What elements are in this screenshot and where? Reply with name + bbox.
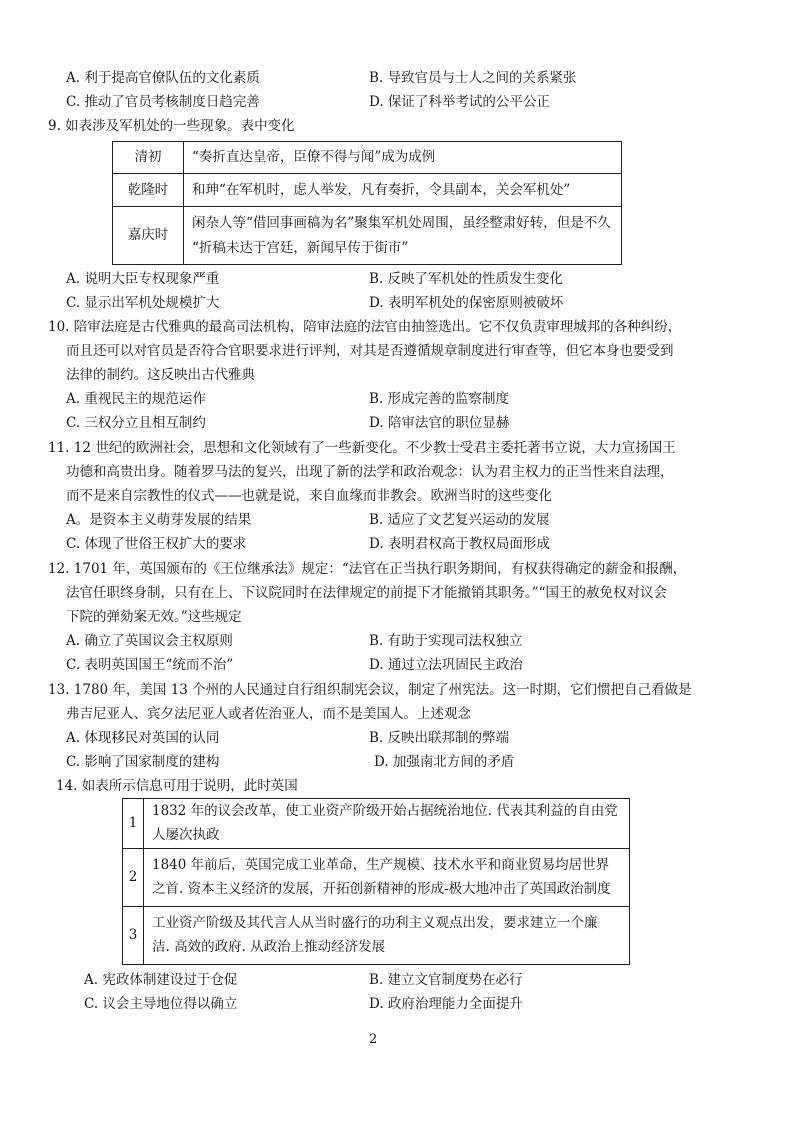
cell-line: “奏折直达皇帝，臣僚不得与闻”成为成例 <box>192 149 436 166</box>
q9-era-cell: 清初 <box>113 142 184 174</box>
cell-line: 人屡次执政 <box>152 826 220 843</box>
q11-option-b: B. 适应了文艺复兴运动的发展 <box>369 512 550 528</box>
q8-option-a: A. 利于提高官僚队伍的文化素质 <box>66 70 260 86</box>
q13-stem-line: 13. 1780 年，美国 13 个州的人民通过自行组织制宪会议，制定了州宪法。这一时期，它们惯把自己看做是 <box>48 682 692 698</box>
table-row <box>113 142 622 174</box>
q9-option-b: B. 反映了军机处的性质发生变化 <box>369 271 564 287</box>
cell-line: 闲杂人等“借回事画稿为名”聚集军机处周围，虽经整肃好转，但是不久 <box>192 215 611 232</box>
q12-option-a: A. 确立了英国议会主权原则 <box>66 633 233 649</box>
q14-num-cell: 3 <box>123 907 144 965</box>
q10-option-c: C. 三权分立且相互制约 <box>66 415 206 431</box>
q14-num-cell: 2 <box>123 849 144 907</box>
q11-stem-line: 功德和高贵出身。随着罗马法的复兴，出现了新的法学和政治观念：认为君主权力的正当性来自法理， <box>66 464 674 480</box>
page-number: 2 <box>369 1032 378 1047</box>
q14-option-d: D. 政府治理能力全面提升 <box>369 996 523 1012</box>
q10-stem-line: 法律的制约。这反映出古代雅典 <box>66 367 255 383</box>
q9-stem: 9. 如表涉及军机处的一些现象。表中变化 <box>48 118 295 134</box>
q9-content-cell <box>184 142 622 174</box>
q14-content-cell <box>144 907 630 965</box>
q9-era-cell: 乾隆时 <box>113 174 184 207</box>
q11-stem-line: 而不是来自宗教性的仪式——也就是说，来自血缘而非教会。欧洲当时的这些变化 <box>66 488 552 504</box>
cell-line: 和珅“在军机时，虑人举发，凡有奏折，令具副本，关会军机处” <box>192 181 571 198</box>
q10-option-b: B. 形成完善的监察制度 <box>369 391 510 407</box>
table-row <box>113 174 622 207</box>
cell-line: 工业资产阶级及其代言人从当时盛行的功利主义观点出发，要求建立一个廉 <box>152 914 598 931</box>
q14-option-b: B. 建立文官制度势在必行 <box>369 972 523 988</box>
q14-table <box>122 798 630 965</box>
q13-option-a: A. 体现移民对英国的认同 <box>66 730 220 746</box>
table-row <box>113 207 622 265</box>
q11-option-a: A。是资本主义萌芽发展的结果 <box>66 512 252 528</box>
q8-option-d: D. 保证了科举考试的公平公正 <box>369 94 550 110</box>
q10-stem-line: 而且还可以对官员是否符合官职要求进行评判，对其是否遵循规章制度进行审查等，但它本身也要受到 <box>66 343 674 359</box>
table-row <box>123 799 630 849</box>
q9-table <box>112 141 622 265</box>
q13-stem-line: 弗吉尼亚人、宾夕法尼亚人或者佐治亚人，而不是美国人。上述观念 <box>66 706 471 722</box>
q10-stem-line: 10. 陪审法庭是古代雅典的最高司法机构，陪审法庭的法官由抽签选出。它不仅负责审理城邦的各种纠纷， <box>48 319 682 335</box>
q12-option-d: D. 通过立法巩固民主政治 <box>369 657 523 673</box>
q11-option-c: C. 体现了世俗王权扩大的要求 <box>66 536 247 552</box>
table-row <box>123 907 630 965</box>
cell-line: “折稿未达于宫廷，新闻早传于街市” <box>192 239 409 256</box>
q9-option-a: A. 说明大臣专权现象严重 <box>66 271 220 287</box>
q12-stem-line: 法官任职终身制，只有在上、下议院同时在法律规定的前提下才能撤销其职务。”“国王的赦免权对议会 <box>66 585 668 601</box>
q9-option-d: D. 表明军机处的保密原则被破坏 <box>369 295 564 311</box>
q9-content-cell <box>184 207 622 265</box>
q12-stem-line: 下院的弹劾案无效。”这些规定 <box>66 609 242 625</box>
cell-line: 洁. 高效的政府. 从政治上推动经济发展 <box>152 938 386 955</box>
q13-option-c: C. 影响了国家制度的建构 <box>66 754 220 770</box>
q8-option-c: C. 推动了官员考核制度日趋完善 <box>66 94 260 110</box>
q14-content-cell <box>144 799 630 849</box>
q9-content-cell <box>184 174 622 207</box>
q11-option-d: D. 表明君权高于教权局面形成 <box>369 536 550 552</box>
q14-option-a: A. 宪政体制建设过于仓促 <box>84 972 238 988</box>
q10-option-d: D. 陪审法官的职位显赫 <box>369 415 510 431</box>
q11-stem-line: 11. 12 世纪的欧洲社会，思想和文化领域有了一些新变化。不少教士受君主委托著书立说，大力宣扬国王 <box>48 440 676 456</box>
q13-option-b: B. 反映出联邦制的弊端 <box>369 730 510 746</box>
q13-option-d: D. 加强南北方间的矛盾 <box>374 754 515 770</box>
table-row <box>123 849 630 907</box>
q14-option-c: C. 议会主导地位得以确立 <box>84 996 238 1012</box>
q9-option-c: C. 显示出军机处规模扩大 <box>66 295 220 311</box>
cell-line: 1832 年的议会改革，使工业资产阶级开始占据统治地位. 代表其利益的自由党 <box>152 802 618 819</box>
q9-era-cell: 嘉庆时 <box>113 207 184 265</box>
q12-option-b: B. 有助于实现司法权独立 <box>369 633 523 649</box>
q14-stem: 14. 如表所示信息可用于说明，此时英国 <box>56 778 298 794</box>
q14-num-cell: 1 <box>123 799 144 849</box>
cell-line: 之首. 资本主义经济的发展，开拓创新精神的形成-极大地冲击了英国政治制度 <box>152 880 611 897</box>
cell-line: 1840 年前后，英国完成工业革命，生产规模、技术水平和商业贸易均居世界 <box>152 856 610 873</box>
q10-option-a: A. 重视民主的规范运作 <box>66 391 206 407</box>
q12-option-c: C. 表明英国国王“统而不治” <box>66 657 234 673</box>
q12-stem-line: 12. 1701 年，英国颁布的《王位继承法》规定：“法官在正当执行职务期间，有权获得确定的薪金和报酬， <box>48 561 687 577</box>
q8-option-b: B. 导致官员与士人之间的关系紧张 <box>369 70 577 86</box>
q14-content-cell <box>144 849 630 907</box>
